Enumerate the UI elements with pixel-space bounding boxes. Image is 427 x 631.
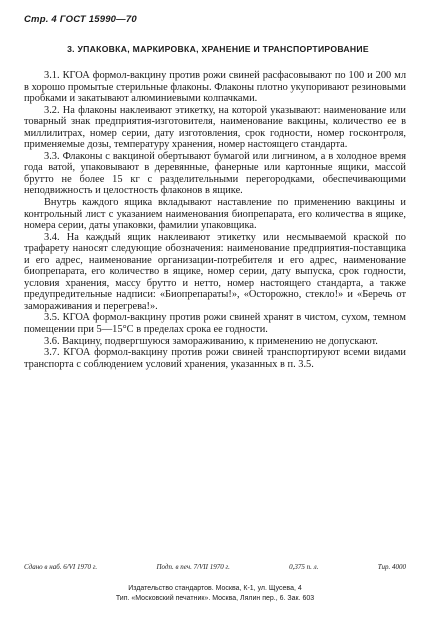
paragraph-3-6: 3.6. Вакцину, подвергшуюся замораживанию, к применению не допускают. [44, 335, 378, 347]
document-body [24, 70, 406, 370]
paragraph-3-7: 3.7. КГОА формол-вакцину против рожи свиней транспортируют всеми видами транспорта с соблюдением условий хранения, указанных в п. 3.5. [24, 347, 406, 370]
print-details [24, 563, 406, 571]
sent-to-print-date: Сдано в наб. 6/VI 1970 г. [24, 563, 98, 571]
print-run: Тир. 4000 [377, 563, 406, 571]
paragraph-3-3-continued: Внутрь каждого ящика вкладывают наставление по применению вакцины и контрольный лист с указанием наименования биопрепарата, его количества в ящике, номера серии, даты упаковки, фамилии упаковщика. [24, 197, 406, 232]
paragraph-3-1: 3.1. КГОА формол-вакцину против рожи свиней расфасовывают по 100 и 200 мл в хорошо промытые стерильные флаконы. Флаконы плотно укупоривают резиновыми пробками и закатывают алюминиевыми колпачками. [24, 70, 406, 105]
publisher-imprint: Издательство стандартов. Москва, К-1, ул. Щусева, 4 [128, 585, 302, 592]
printer-imprint: Тип. «Московский печатник». Москва, Лялин пер., 6. Зак. 603 [115, 595, 315, 602]
paragraph-3-5: 3.5. КГОА формол-вакцину против рожи свиней хранят в чистом, сухом, темном помещении при 5—15°С в пределах срока ее годности. [24, 312, 406, 336]
paragraph-3-4: 3.4. На каждый ящик наклеивают этикетку или несмываемой краской по трафарету наносят следующие обозначения: наименование предприятия-поставщика и его адрес, наименование организации-потребителя и его адрес, наименование биопрепарата, его количество в ящике, номер серии, дату выпуска, срок годности, условия хранения, массу брутто и нетто, номер настоящего стандарта, а также предупредительные надписи: «Биопрепараты!», «Осторожно, стекло!» и «Беречь от замораживания и перегрева!». [24, 231, 406, 312]
paragraph-3-3: 3.3. Флаконы с вакциной обертывают бумагой или лигнином, а в холодное время года ватой, упаковывают в деревянные, фанерные или картонные ящики, массой брутто не более 15 кг с разделительными перегородками, обеспечивающими неподвижность и целостность флаконов в ящике. [24, 150, 406, 197]
signed-to-print-date: Подп. в печ. 7/VII 1970 г. [156, 563, 230, 571]
page-header: Стр. 4 ГОСТ 15990—70 [24, 14, 137, 25]
section-title: 3. УПАКОВКА, МАРКИРОВКА, ХРАНЕНИЕ И ТРАНСПОРТИРОВАНИЕ [67, 44, 369, 54]
printed-sheets: 0,375 п. л. [289, 563, 319, 571]
paragraph-3-2: 3.2. На флаконы наклеивают этикетку, на которой указывают: наименование или товарный знак предприятия-изготовителя, наименование вакцины, количество ее в миллилитрах, номер серии, дату изготовления, срок годности, номер госконтроля, применяемые дозы, температуру хранения, номер настоящего стандарта. [24, 104, 406, 151]
